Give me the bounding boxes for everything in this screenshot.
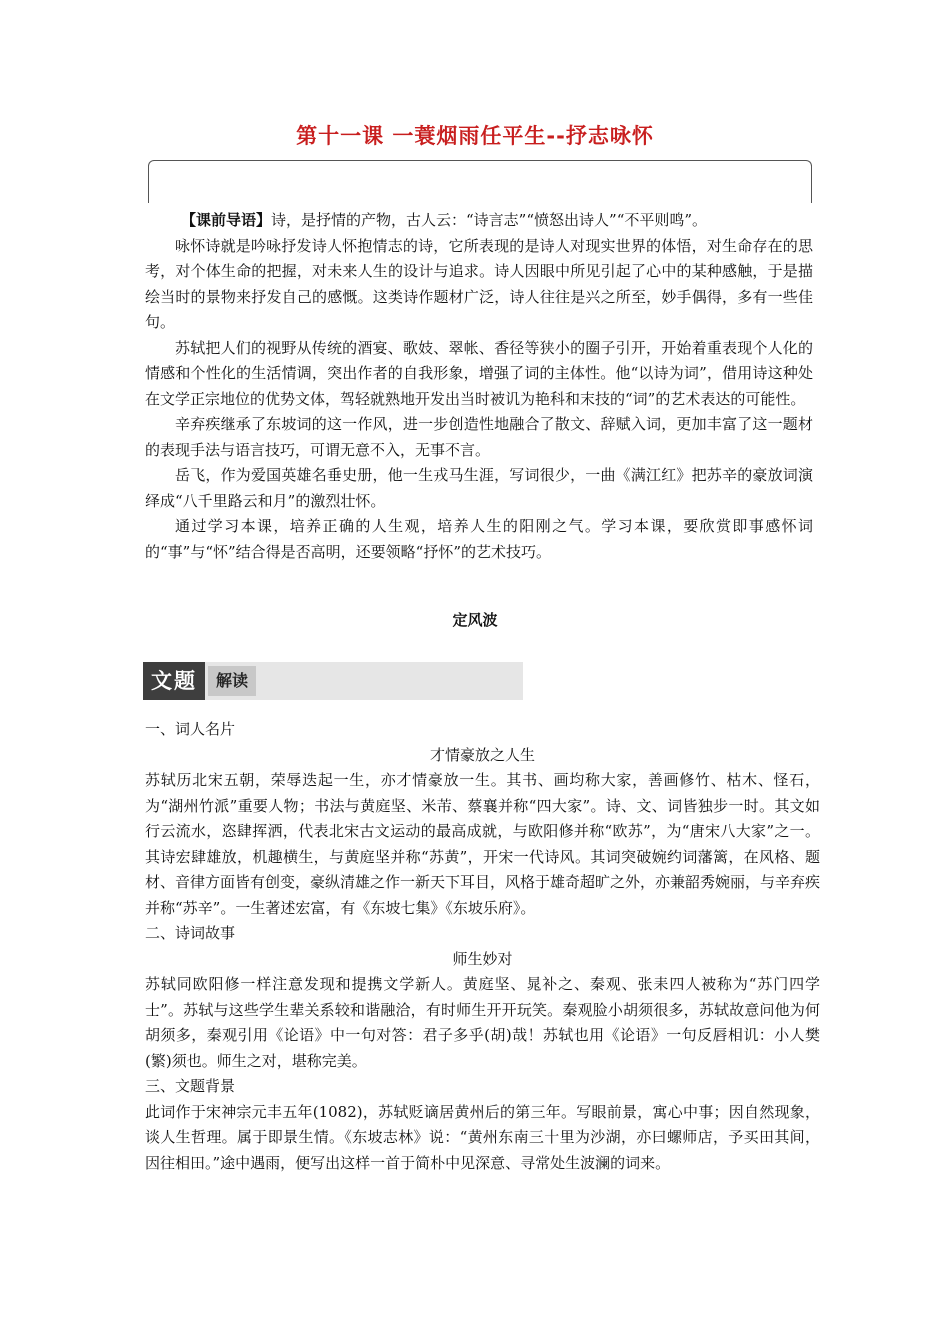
intro-paragraph: 辛弃疾继承了东坡词的这一作风，进一步创造性地融合了散文、辞赋入词，更加丰富了这一题材的表现手法与语言技巧，可谓无意不入，无事不言。 [145,415,813,459]
banner-sub-label: 解读 [208,666,256,696]
section-heading: 三、文题背景 [145,1077,236,1095]
intro-frame [148,160,812,203]
banner-main-label: 文题 [143,662,205,700]
analysis-body [145,717,820,1176]
section-heading: 二、诗词故事 [145,924,236,942]
section-subtitle: 才情豪放之人生 [429,745,535,764]
intro-paragraph: 岳飞，作为爱国英雄名垂史册，他一生戎马生涯，写词很少，一曲《满江红》把苏辛的豪放词演绎成“八千里路云和月”的激烈壮怀。 [145,466,813,510]
section-text: 苏轼历北宋五朝，荣辱迭起一生，亦才情豪放一生。其书、画均称大家，善画修竹、枯木、怪石，为“湖州竹派”重要人物；书法与黄庭坚、米芾、蔡襄并称“四大家”。诗、文、词皆独步一时。其文如行云流水，恣肆挥洒，代表北宋古文运动的最高成就，与欧阳修并称“欧苏”，为“唐宋八大家”之一。其诗宏肆雄放，机趣横生，与黄庭坚并称“苏黄”，开宋一代诗风。其词突破婉约词藩篱，在风格、题材、音律方面皆有创变，豪纵清雄之作一新天下耳目，风格于雄奇超旷之外，亦兼韶秀婉丽，与辛弃疾并称“苏辛”。一生著述宏富，有《东坡七集》《东坡乐府》。 [145,771,821,917]
section-text: 此词作于宋神宗元丰五年(1082)，苏轼贬谪居黄州后的第三年。写眼前景，寓心中事；因自然现象，谈人生哲理。属于即景生情。《东坡志林》说：“黄州东南三十里为沙湖，亦曰螺师店，予买田其间，因往相田。”途中遇雨，便写出这样一首于简朴中见深意、寻常处生波澜的词来。 [145,1102,820,1172]
intro-label: 【课前导语】 [181,211,272,229]
poem-title: 定风波 [452,611,498,629]
section-subtitle: 师生妙对 [452,949,513,968]
section-banner [143,662,523,700]
intro-text: 诗，是抒情的产物，古人云：“诗言志”“愤怒出诗人”“不平则鸣”。 [271,211,708,229]
intro-paragraph: 通过学习本课，培养正确的人生观，培养人生的阳刚之气。学习本课，要欣赏即事感怀词的“事”与“怀”结合得是否高明，还要领略“抒怀”的艺术技巧。 [145,517,813,561]
section-text: 苏轼同欧阳修一样注意发现和提携文学新人。黄庭坚、晁补之、秦观、张耒四人被称为“苏门四学士”。苏轼与这些学生辈关系较和谐融洽，有时师生开开玩笑。秦观脸小胡须很多，苏轼故意问他为何胡须多，秦观引用《论语》中一句对答：君子多乎(胡)哉！苏轼也用《论语》一句反唇相讥：小人樊(繁)须也。师生之对，堪称完美。 [145,975,820,1070]
lesson-title: 第十一课 一蓑烟雨任平生--抒志咏怀 [296,124,654,148]
intro-paragraph [145,208,813,234]
section-heading: 一、词人名片 [145,720,236,738]
intro-paragraph: 咏怀诗就是吟咏抒发诗人怀抱情志的诗，它所表现的是诗人对现实世界的体悟，对生命存在的思考，对个体生命的把握，对未来人生的设计与追求。诗人因眼中所见引起了心中的某种感触，于是描绘当时的景物来抒发自己的感慨。这类诗作题材广泛，诗人往往是兴之所至，妙手偶得，多有一些佳句。 [145,236,813,331]
intro-paragraph: 苏轼把人们的视野从传统的酒宴、歌妓、翠帐、香径等狭小的圈子引开，开始着重表现个人化的情感和个性化的生活情调，突出作者的自我形象，增强了词的主体性。他“以诗为词”，借用诗这种处在文学正宗地位的优势文体，驾轻就熟地开发出当时被讥为艳科和末技的“词”的艺术表达的可能性。 [145,338,813,408]
intro-section [145,208,813,565]
